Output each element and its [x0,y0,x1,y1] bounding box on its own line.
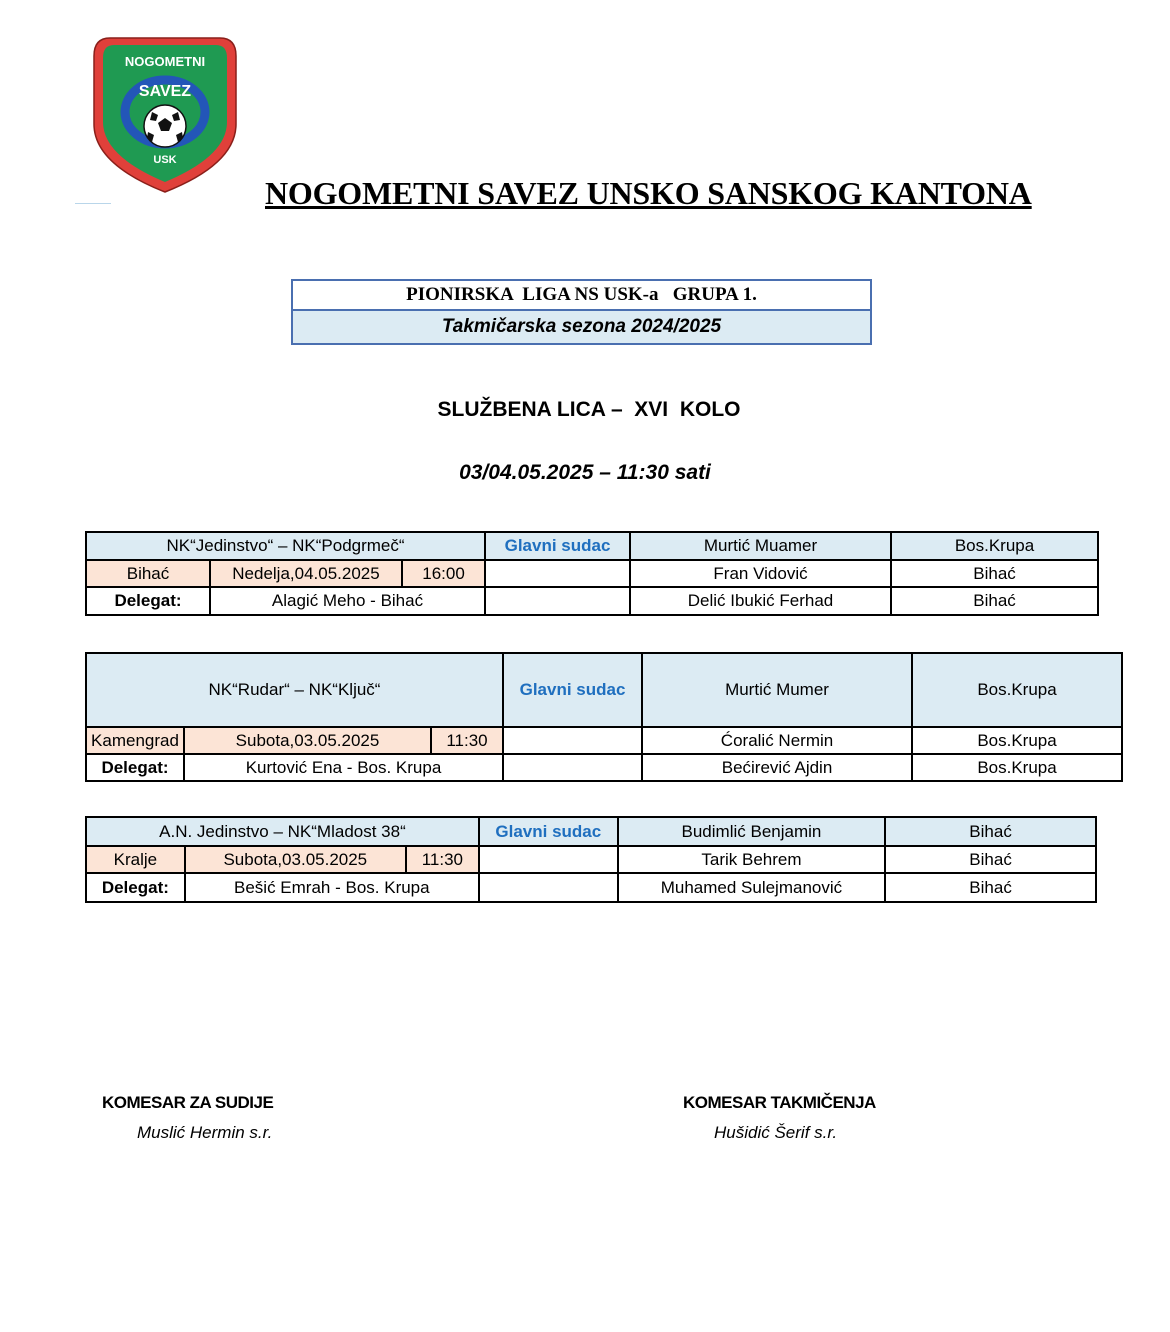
competition-commissioner [683,1093,876,1143]
match-time: 11:30 [406,846,479,873]
delegate-name: Alagić Meho - Bihać [210,587,485,615]
main-referee-city: Bos.Krupa [912,653,1122,727]
logo-middle-text: SAVEZ [138,83,192,100]
assistant-referee-2: Delić Ibukić Ferhad [630,587,891,615]
match-place: Kralje [86,846,185,873]
empty-cell [479,873,618,902]
delegate-name: Bešić Emrah - Bos. Krupa [185,873,479,902]
round-title: SLUŽBENA LICA – XVI KOLO [437,398,741,421]
match-fixture: NK“Rudar“ – NK“Ključ“ [86,653,503,727]
referees-commissioner-title: KOMESAR ZA SUDIJE [102,1093,274,1112]
logo-top-text: NOGOMETNI [124,54,206,69]
assistant-referee-2-city: Bihać [885,873,1096,902]
main-referee-name: Budimlić Benjamin [618,817,885,846]
assistant-referee-1-city: Bos.Krupa [912,727,1122,754]
assistant-referee-1: Tarik Behrem [618,846,885,873]
assistant-referee-2-city: Bos.Krupa [912,754,1122,781]
main-referee-label: Glavni sudac [479,817,618,846]
football-icon [144,105,186,147]
competition-commissioner-name: Hušidić Šerif s.r. [714,1123,838,1142]
main-referee-name: Murtić Muamer [630,532,891,560]
league-box [291,279,872,345]
logo-underline [75,203,111,204]
match-day-date: Subota,03.05.2025 [184,727,431,754]
assistant-referee-2-city: Bihać [891,587,1098,615]
assistant-referee-1-city: Bihać [885,846,1096,873]
main-referee-city: Bos.Krupa [891,532,1098,560]
match-day-date: Subota,03.05.2025 [185,846,406,873]
match-time: 11:30 [431,727,503,754]
main-referee-label: Glavni sudac [503,653,642,727]
main-referee-label: Glavni sudac [485,532,630,560]
round-date: 03/04.05.2025 – 11:30 sati [459,461,711,484]
league-name: PIONIRSKA LIGA NS USK-a GRUPA 1. [292,280,871,310]
match-table-1 [85,531,1099,616]
assistant-referee-2: Muhamed Sulejmanović [618,873,885,902]
match-place: Kamengrad [86,727,184,754]
match-fixture: A.N. Jedinstvo – NK“Mladost 38“ [86,817,479,846]
match-day-date: Nedelja,04.05.2025 [210,560,402,587]
match-table-3 [85,816,1097,903]
empty-cell [485,587,630,615]
match-fixture: NK“Jedinstvo“ – NK“Podgrmeč“ [86,532,485,560]
referees-commissioner-name: Muslić Hermin s.r. [137,1123,273,1142]
assistant-referee-1-city: Bihać [891,560,1098,587]
delegate-label: Delegat: [86,873,185,902]
empty-cell [479,846,618,873]
assistant-referee-1: Ćoralić Nermin [642,727,912,754]
empty-cell [503,727,642,754]
competition-commissioner-title: KOMESAR TAKMIČENJA [683,1093,876,1112]
assistant-referee-1: Fran Vidović [630,560,891,587]
referees-commissioner [102,1093,273,1143]
delegate-label: Delegat: [86,587,210,615]
delegate-label: Delegat: [86,754,184,781]
empty-cell [503,754,642,781]
match-place: Bihać [86,560,210,587]
federation-title: NOGOMETNI SAVEZ UNSKO SANSKOG KANTONA [265,175,1032,211]
main-referee-city: Bihać [885,817,1096,846]
empty-cell [485,560,630,587]
match-table-2 [85,652,1123,782]
season-label: Takmičarska sezona 2024/2025 [292,310,871,344]
logo-bottom-text: USK [153,154,177,166]
delegate-name: Kurtović Ena - Bos. Krupa [184,754,503,781]
assistant-referee-2: Bećirević Ajdin [642,754,912,781]
federation-logo [90,32,240,197]
main-referee-name: Murtić Mumer [642,653,912,727]
match-time: 16:00 [402,560,485,587]
